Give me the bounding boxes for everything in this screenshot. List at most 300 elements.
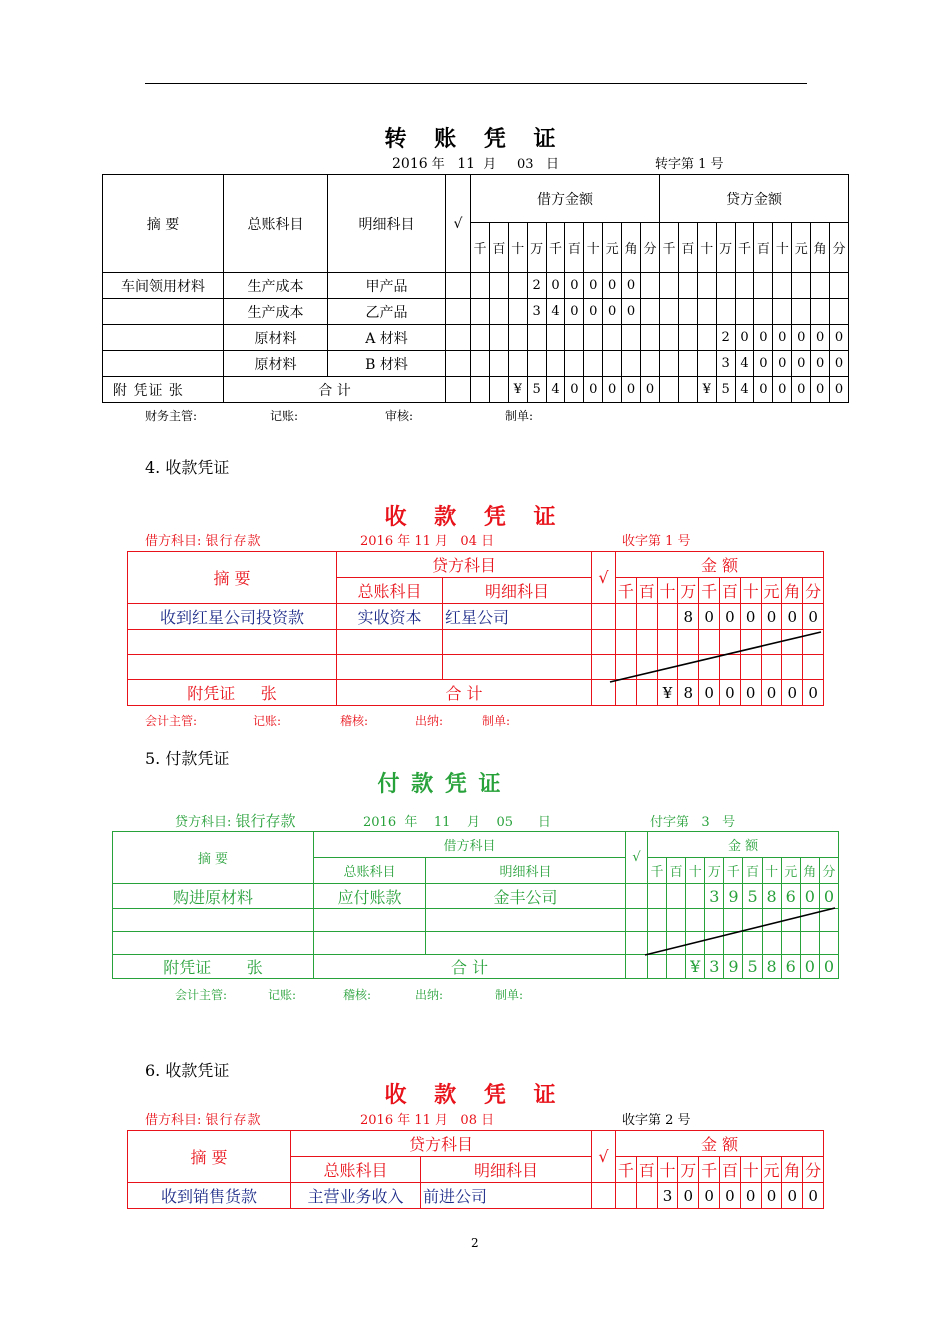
summary-cell: 购进原材料 [113,884,314,909]
detail-account-cell [426,909,626,932]
debit-digit [641,325,660,351]
digit-header: 万 [527,223,546,273]
check-cell [626,909,648,932]
amount-digit [616,604,637,630]
amount-digit [782,655,803,680]
check-cell [626,955,648,979]
date-year-label: 年 [431,157,445,172]
detail-account-cell: A 材料 [328,325,446,351]
transfer-voucher-title: 转 账 凭 证 [384,126,566,152]
summary-cell [113,932,314,955]
credit-digit [697,325,716,351]
general-account-cell [314,909,426,932]
total-amount-digit: 0 [740,680,761,706]
amount-digit: 0 [740,1183,761,1209]
signature-label: 制单: [495,988,524,1002]
signature-label: 制单: [482,714,511,728]
debit-digit: 0 [546,273,565,299]
total-amount-digit: 0 [761,680,782,706]
signature-label: 稽核: [343,988,372,1002]
credit-header: 贷方金额 [660,175,849,223]
general-account-cell: 生产成本 [224,299,328,325]
total-credit-digit: 0 [773,377,792,403]
debit-digit [489,351,508,377]
summary-cell [113,909,314,932]
digit-header: 角 [622,223,641,273]
amount-digit: 0 [761,604,782,630]
credit-digit [660,273,679,299]
amount-digit [819,932,838,955]
credit-digit: 0 [773,351,792,377]
amount-digit [740,655,761,680]
debit-digit: 0 [584,299,603,325]
digit-header: 分 [803,578,824,604]
digit-header: 分 [819,858,838,884]
credit-digit: 0 [792,325,811,351]
header-row [103,175,849,223]
summary-header: 摘 要 [128,1131,291,1183]
check-cell [446,299,471,325]
credit-digit [792,299,811,325]
credit-digit: 0 [735,325,754,351]
credit-digit [678,351,697,377]
general-account-cell: 主营业务收入 [291,1183,421,1209]
digit-header: 千 [699,1157,720,1183]
section4-debit-account [145,530,262,549]
check-cell [626,884,648,909]
digit-header: 百 [636,578,657,604]
amount-digit [761,630,782,655]
digit-header: 元 [761,578,782,604]
total-debit-digit: ¥ [508,377,527,403]
amount-digit [648,932,667,955]
date-day-label: 日 [545,157,559,172]
total-amount-digit: ¥ [657,680,678,706]
debit-digit [508,351,527,377]
total-row [103,377,849,403]
credit-digit [773,273,792,299]
digit-header: 百 [565,223,584,273]
total-credit-digit: 4 [735,377,754,403]
debit-digit [584,325,603,351]
amount-digit [705,909,724,932]
credit-digit: 2 [716,325,735,351]
digit-header: 角 [811,223,830,273]
debit-digit [622,325,641,351]
signature-label: 稽核: [340,714,369,728]
digit-header: 十 [773,223,792,273]
detail-account-header: 明细科目 [443,578,592,604]
digit-header: 千 [660,223,679,273]
amount-digit [699,630,720,655]
digit-header: 百 [636,1157,657,1183]
attachment-cell: 附凭证 张 [128,680,337,706]
amount-digit: 0 [782,604,803,630]
page-number: 2 [471,1236,479,1250]
credit-digit: 0 [830,325,849,351]
detail-account-cell [443,630,592,655]
amount-digit: 0 [800,884,819,909]
summary-cell [103,351,224,377]
credit-digit: 0 [811,351,830,377]
credit-account-value: 银行存款 [235,812,296,830]
amount-digit [724,909,743,932]
debit-digit: 0 [565,273,584,299]
table-row [128,604,824,630]
debit-digit [471,325,490,351]
amount-digit [803,655,824,680]
table-row [103,351,849,377]
section6-receipt-table [127,1130,824,1209]
total-credit-digit: 0 [754,377,773,403]
amount-digit [667,884,686,909]
signature-label: 记账: [270,409,299,423]
signature-label: 出纳: [415,714,444,728]
digit-header: 十 [657,578,678,604]
amount-digit [667,909,686,932]
general-account-cell [314,932,426,955]
amount-digit [636,1183,657,1209]
credit-digit [697,299,716,325]
debit-digit: 3 [527,299,546,325]
amount-digit [762,909,781,932]
summary-cell: 车间领用材料 [103,273,224,299]
digit-header: 十 [762,858,781,884]
amount-digit [699,655,720,680]
digit-header: 百 [489,223,508,273]
amount-digit [616,1183,637,1209]
amount-digit: 9 [724,884,743,909]
section4-receipt-table [127,551,824,706]
signature-label: 会计主管: [175,988,228,1002]
debit-digit [565,351,584,377]
total-debit-digit: 0 [603,377,622,403]
total-amount-digit: ¥ [686,955,705,979]
digit-header: 十 [740,1157,761,1183]
amount-digit [781,932,800,955]
detail-account-cell [426,932,626,955]
amount-digit: 8 [678,604,699,630]
summary-cell: 收到销售货款 [128,1183,291,1209]
digit-header: 百 [743,858,762,884]
digit-header: 千 [735,223,754,273]
debit-digit [584,351,603,377]
digit-header: 百 [720,578,741,604]
section6-number: 收字第 2 号 [622,1113,691,1128]
digit-header: 百 [678,223,697,273]
digit-header: 千 [699,578,720,604]
amount-digit: 0 [699,604,720,630]
amount-digit [740,630,761,655]
empty-row [113,909,839,932]
digit-header: 十 [508,223,527,273]
section5-date: 2016 年 11 月 05 日 [363,815,551,830]
total-credit-digit: 0 [792,377,811,403]
general-account-cell: 原材料 [224,351,328,377]
amount-digit [705,932,724,955]
amount-digit [803,630,824,655]
section6-debit-account [145,1109,262,1128]
credit-account-header: 贷方科目 [291,1131,592,1157]
credit-digit: 0 [754,325,773,351]
amount-digit [648,909,667,932]
amount-digit [678,655,699,680]
credit-digit [735,273,754,299]
credit-digit: 0 [754,351,773,377]
total-amount-digit: 0 [699,680,720,706]
amount-digit [743,909,762,932]
credit-account-label: 贷方科目: [175,815,232,830]
amount-digit [616,630,637,655]
general-account-header: 总账科目 [337,578,443,604]
amount-digit [657,655,678,680]
general-account-header: 总账科目 [224,175,328,273]
signature-label: 记账: [253,714,282,728]
debit-digit: 2 [527,273,546,299]
debit-digit [641,299,660,325]
amount-digit: 0 [782,1183,803,1209]
debit-digit [603,325,622,351]
detail-account-cell: 金丰公司 [426,884,626,909]
debit-account-value: 银行存款 [205,534,262,549]
credit-digit [811,299,830,325]
detail-account-cell [443,655,592,680]
debit-digit [508,299,527,325]
check-cell [592,630,616,655]
debit-digit [471,351,490,377]
total-amount-digit: 0 [720,680,741,706]
date-month: 11 [457,156,476,172]
general-account-cell: 生产成本 [224,273,328,299]
debit-digit [489,273,508,299]
digit-header: 分 [803,1157,824,1183]
total-row [128,680,824,706]
digit-header: 角 [800,858,819,884]
total-amount-digit [667,955,686,979]
header-row [128,552,824,578]
debit-digit [565,325,584,351]
total-credit-digit [660,377,679,403]
amount-digit [657,630,678,655]
table-row [103,299,849,325]
detail-account-header: 明细科目 [328,175,446,273]
total-amount-digit [648,955,667,979]
debit-digit [527,351,546,377]
debit-digit [508,325,527,351]
credit-digit [697,351,716,377]
digit-header: 分 [641,223,660,273]
digit-header: 百 [754,223,773,273]
total-amount-digit: 9 [724,955,743,979]
summary-header: 摘 要 [128,552,337,604]
section4-heading: 4. 收款凭证 [145,458,230,477]
total-amount-digit [636,680,657,706]
debit-account-label: 借方科目: [145,534,202,549]
debit-digit [546,325,565,351]
empty-row [128,630,824,655]
credit-digit [716,273,735,299]
amount-digit [686,909,705,932]
header-row [113,832,839,858]
total-amount-digit: 6 [781,955,800,979]
total-debit-digit [489,377,508,403]
table-row [103,273,849,299]
amount-digit [678,630,699,655]
amount-digit [636,655,657,680]
credit-digit [792,273,811,299]
section6-date: 2016 年 11 月 08 日 [360,1113,495,1128]
amount-digit [781,909,800,932]
debit-digit: 0 [622,299,641,325]
total-amount-digit: 0 [819,955,838,979]
amount-digit [667,932,686,955]
digit-header: 千 [471,223,490,273]
table-row [103,325,849,351]
total-label: 合 计 [224,377,446,403]
amount-digit [800,932,819,955]
total-credit-digit: 5 [716,377,735,403]
total-amount-digit: 0 [800,955,819,979]
debit-account-value: 银行存款 [205,1113,262,1128]
table-row [113,884,839,909]
check-cell [592,604,616,630]
credit-digit [830,273,849,299]
signature-label: 制单: [505,409,534,423]
debit-digit: 0 [565,299,584,325]
detail-account-cell: 红星公司 [443,604,592,630]
amount-digit: 0 [740,604,761,630]
section6-title: 收 款 凭 证 [384,1082,566,1108]
amount-digit [761,655,782,680]
amount-digit [762,932,781,955]
credit-digit [678,273,697,299]
credit-digit [735,299,754,325]
debit-digit: 0 [603,299,622,325]
total-amount-digit: 3 [705,955,724,979]
amount-digit [657,604,678,630]
credit-digit: 0 [830,351,849,377]
section4-date: 2016 年 11 月 04 日 [360,534,495,549]
amount-digit [800,909,819,932]
digit-header: 角 [782,578,803,604]
total-debit-digit: 0 [584,377,603,403]
credit-digit: 4 [735,351,754,377]
amount-digit [648,884,667,909]
credit-account-header: 贷方科目 [337,552,592,578]
digit-header: 十 [657,1157,678,1183]
amount-digit: 0 [819,884,838,909]
digit-header: 百 [720,1157,741,1183]
check-cell [446,325,471,351]
digit-header: 千 [546,223,565,273]
amount-digit [636,604,657,630]
debit-digit: 0 [622,273,641,299]
date-year: 2016 [392,156,428,172]
detail-account-cell: 前进公司 [421,1183,592,1209]
attachment-cell: 附 凭证 张 [103,377,224,403]
credit-digit [773,299,792,325]
credit-digit [811,273,830,299]
summary-cell [103,299,224,325]
empty-row [128,655,824,680]
check-cell [446,273,471,299]
digit-header: 元 [603,223,622,273]
amount-digit: 0 [803,604,824,630]
amount-digit [686,932,705,955]
debit-digit: 4 [546,299,565,325]
check-cell [592,655,616,680]
transfer-voucher-date [392,153,559,172]
summary-header: 摘 要 [103,175,224,273]
digit-header: 万 [678,578,699,604]
total-debit-digit: 0 [641,377,660,403]
header-rule [145,83,807,84]
summary-cell [103,325,224,351]
credit-digit [660,325,679,351]
total-amount-digit [616,680,637,706]
total-amount-digit: 5 [743,955,762,979]
digit-header: 元 [761,1157,782,1183]
credit-digit [716,299,735,325]
amount-digit: 0 [720,1183,741,1209]
amount-header: 金 额 [616,552,824,578]
signature-label: 记账: [268,988,297,1002]
credit-digit [660,351,679,377]
detail-account-cell: 乙产品 [328,299,446,325]
total-credit-digit: 0 [830,377,849,403]
debit-digit [641,351,660,377]
credit-digit [830,299,849,325]
section5-title: 付 款 凭 证 [377,771,503,797]
summary-cell [128,630,337,655]
digit-header: 千 [648,858,667,884]
total-debit-digit: 0 [565,377,584,403]
amount-digit: 8 [762,884,781,909]
total-credit-digit [678,377,697,403]
digit-header: 千 [724,858,743,884]
amount-digit: 5 [743,884,762,909]
digit-header: 十 [686,858,705,884]
summary-header: 摘 要 [113,832,314,884]
amount-digit: 0 [803,1183,824,1209]
summary-cell [128,655,337,680]
total-amount-digit: 8 [762,955,781,979]
detail-account-cell: 甲产品 [328,273,446,299]
signature-label: 出纳: [415,988,444,1002]
transfer-voucher-table [102,174,849,403]
check-header: √ [592,1131,616,1183]
general-account-cell: 实收资本 [337,604,443,630]
debit-digit: 0 [603,273,622,299]
digit-header: 角 [782,1157,803,1183]
amount-digit [782,630,803,655]
check-cell [592,680,616,706]
amount-digit: 6 [781,884,800,909]
amount-digit: 3 [705,884,724,909]
amount-digit: 0 [761,1183,782,1209]
general-account-cell: 应付账款 [314,884,426,909]
detail-account-header: 明细科目 [421,1157,592,1183]
debit-digit [641,273,660,299]
total-label: 合 计 [314,955,626,979]
general-account-cell [337,630,443,655]
amount-digit: 0 [720,604,741,630]
attachment-cell: 附凭证 张 [113,955,314,979]
total-debit-digit: 5 [527,377,546,403]
amount-digit: 0 [678,1183,699,1209]
amount-digit [743,932,762,955]
transfer-voucher-number: 转字第 1 号 [655,157,724,172]
